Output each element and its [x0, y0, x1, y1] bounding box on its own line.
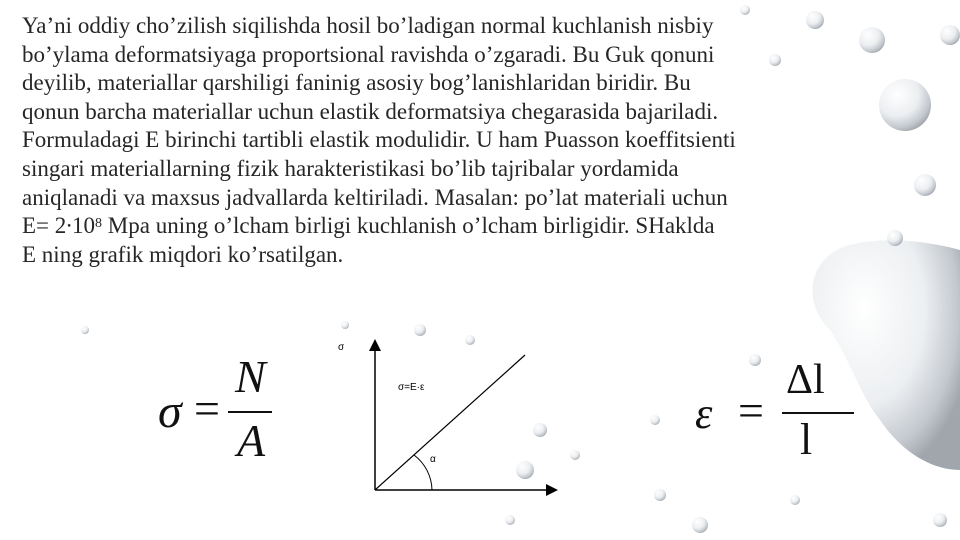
text-line: Formuladagi E birinchi tartibli elastik modulidir. U ham Puasson koeffitsienti [22, 127, 736, 153]
text-line: Ya’ni oddiy cho’zilish siqilishda hosil bo’ladigan normal kuchlanish nisbiy [22, 13, 714, 38]
modulus-suffix: Mpa uning o’lcham birligi kuchlanish o’lcham birligidir. SHaklda [102, 213, 715, 239]
hooke-line-label: σ=E·ε [398, 382, 425, 393]
numerator-N: N [235, 351, 266, 402]
text-line: singari materiallarning fizik harakteristikasi bo’lib tajribalar yordamida [22, 155, 679, 181]
text-line: aniqlanadi va maxsus jadvallarda keltiriladi. Masalan: po’lat materiali uchun [22, 184, 728, 210]
equals-sign: = [738, 385, 764, 436]
text-line: E ning grafik miqdori ko’rsatilgan. [22, 241, 344, 267]
denominator-l: l [800, 415, 813, 464]
alpha-angle-label: α [430, 454, 436, 465]
numerator-delta-l: Δl [786, 357, 825, 403]
angle-label-box [416, 448, 490, 488]
text-line: qonun barcha materiallar uchun elastik deformatsiya chegarasida bajariladi. [22, 98, 719, 124]
denominator-A: A [237, 415, 266, 466]
modulus-prefix: E= 2∙10 [22, 213, 96, 239]
sigma-axis-label: σ [338, 342, 345, 353]
text-line: deyilib, materiallar qarshiligi faninig asosiy bog’lanishlaridan biridir. Bu [22, 70, 691, 96]
epsilon-symbol: ε [695, 389, 713, 438]
modulus-exponent: 8 [95, 216, 103, 232]
equals-sign: = [194, 383, 220, 434]
sigma-symbol: σ [158, 385, 182, 438]
text-line: bo’ylama deformatsiyaga proportsional ravishda o’zgaradi. Bu Guk qonuni [22, 41, 715, 67]
